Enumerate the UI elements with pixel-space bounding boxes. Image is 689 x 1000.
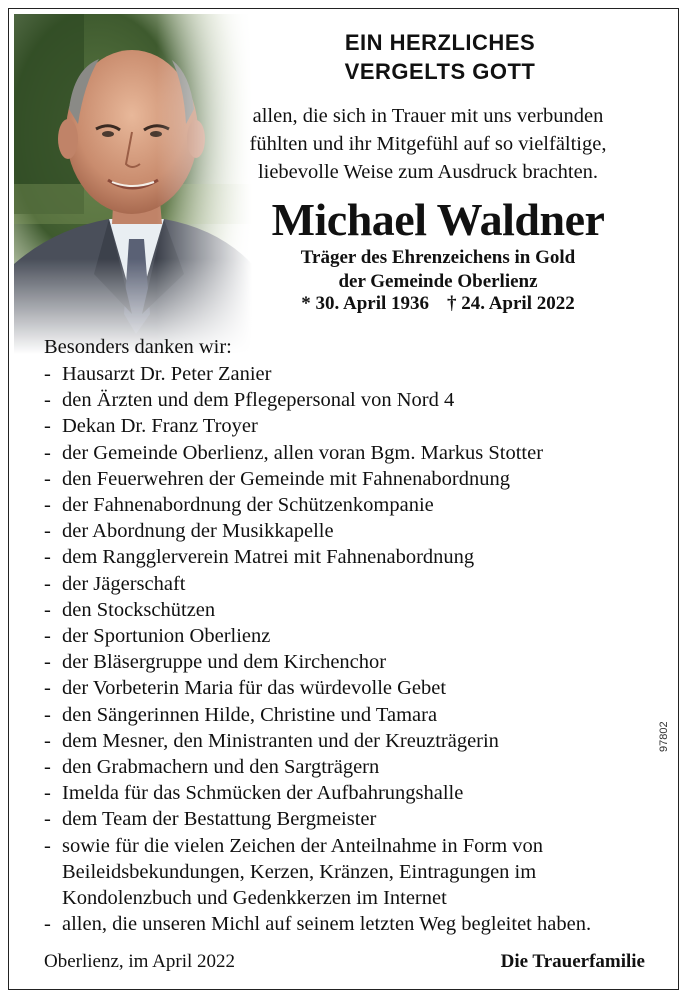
thanks-list xyxy=(44,361,654,937)
intro-line-2: fühlten und ihr Mitgefühl auf so vielfältige, xyxy=(249,133,607,155)
list-item: - der Jägerschaft xyxy=(44,572,186,595)
list-item: - dem Mesner, den Ministranten und der Kreuzträgerin xyxy=(44,729,499,752)
list-item: - der Vorbeterin Maria für das würdevolle Gebet xyxy=(44,677,447,700)
birth-date: * 30. April 1936 xyxy=(301,293,429,314)
reference-number: 97802 xyxy=(658,721,670,752)
intro-line-3: liebevolle Weise zum Ausdruck brachten. xyxy=(257,161,599,183)
intro-line-1: allen, die sich in Trauer mit uns verbunden xyxy=(252,105,604,127)
list-item: - dem Rangglerverein Matrei mit Fahnenabordnung xyxy=(44,546,475,569)
list-item: - der Bläsergruppe und dem Kirchenchor xyxy=(44,651,387,674)
list-item: - der Abordnung der Musikkapelle xyxy=(44,520,334,543)
thanks-intro: Besonders danken wir: xyxy=(44,336,232,358)
honor-text xyxy=(258,246,618,294)
list-item: - der Sportunion Oberlienz xyxy=(44,625,271,648)
list-item: - den Ärzten und dem Pflegepersonal von Nord 4 xyxy=(44,389,455,412)
heading-line-2: VERGELTS GOTT xyxy=(344,59,536,84)
list-item: - den Feuerwehren der Gemeinde mit Fahnenabordnung xyxy=(44,467,511,490)
list-item: - der Fahnenabordnung der Schützenkompanie xyxy=(44,494,434,517)
heading-line-1: EIN HERZLICHES xyxy=(344,30,536,55)
list-item: - den Sängerinnen Hilde, Christine und Tamara xyxy=(44,703,438,726)
list-item: - dem Team der Bestattung Bergmeister xyxy=(44,808,377,831)
place-date: Oberlienz, im April 2022 xyxy=(44,951,236,972)
list-item: - der Gemeinde Oberlienz, allen voran Bgm. Markus Stotter xyxy=(44,441,544,464)
deceased-name: Michael Waldner xyxy=(271,194,605,245)
intro-text xyxy=(228,102,628,186)
list-item-multiline: - sowie für die vielen Zeichen der Anteilnahme in Form von Beileidsbekundungen, Kerzen, Kränzen, Eintragungen im Kondolenzbuch und Gedenkkerzen im Internet xyxy=(44,834,544,910)
list-item: - Imelda für das Schmücken der Aufbahrungshalle xyxy=(44,782,464,805)
list-item: - Dekan Dr. Franz Troyer xyxy=(44,415,258,438)
honor-line-2: der Gemeinde Oberlienz xyxy=(338,271,538,292)
list-item-last: - allen, die unseren Michl auf seinem letzten Weg begleitet haben. xyxy=(44,913,592,936)
portrait-photo xyxy=(14,14,252,354)
list-item: - den Stockschützen xyxy=(44,598,216,621)
list-item: - den Grabmachern und den Sargträgern xyxy=(44,756,380,779)
honor-line-1: Träger des Ehrenzeichens in Gold xyxy=(300,247,576,268)
death-date: † 24. April 2022 xyxy=(447,293,575,314)
heading xyxy=(250,28,630,86)
life-dates xyxy=(258,292,618,316)
signature: Die Trauerfamilie xyxy=(500,951,645,972)
list-item: - Hausarzt Dr. Peter Zanier xyxy=(44,363,272,385)
